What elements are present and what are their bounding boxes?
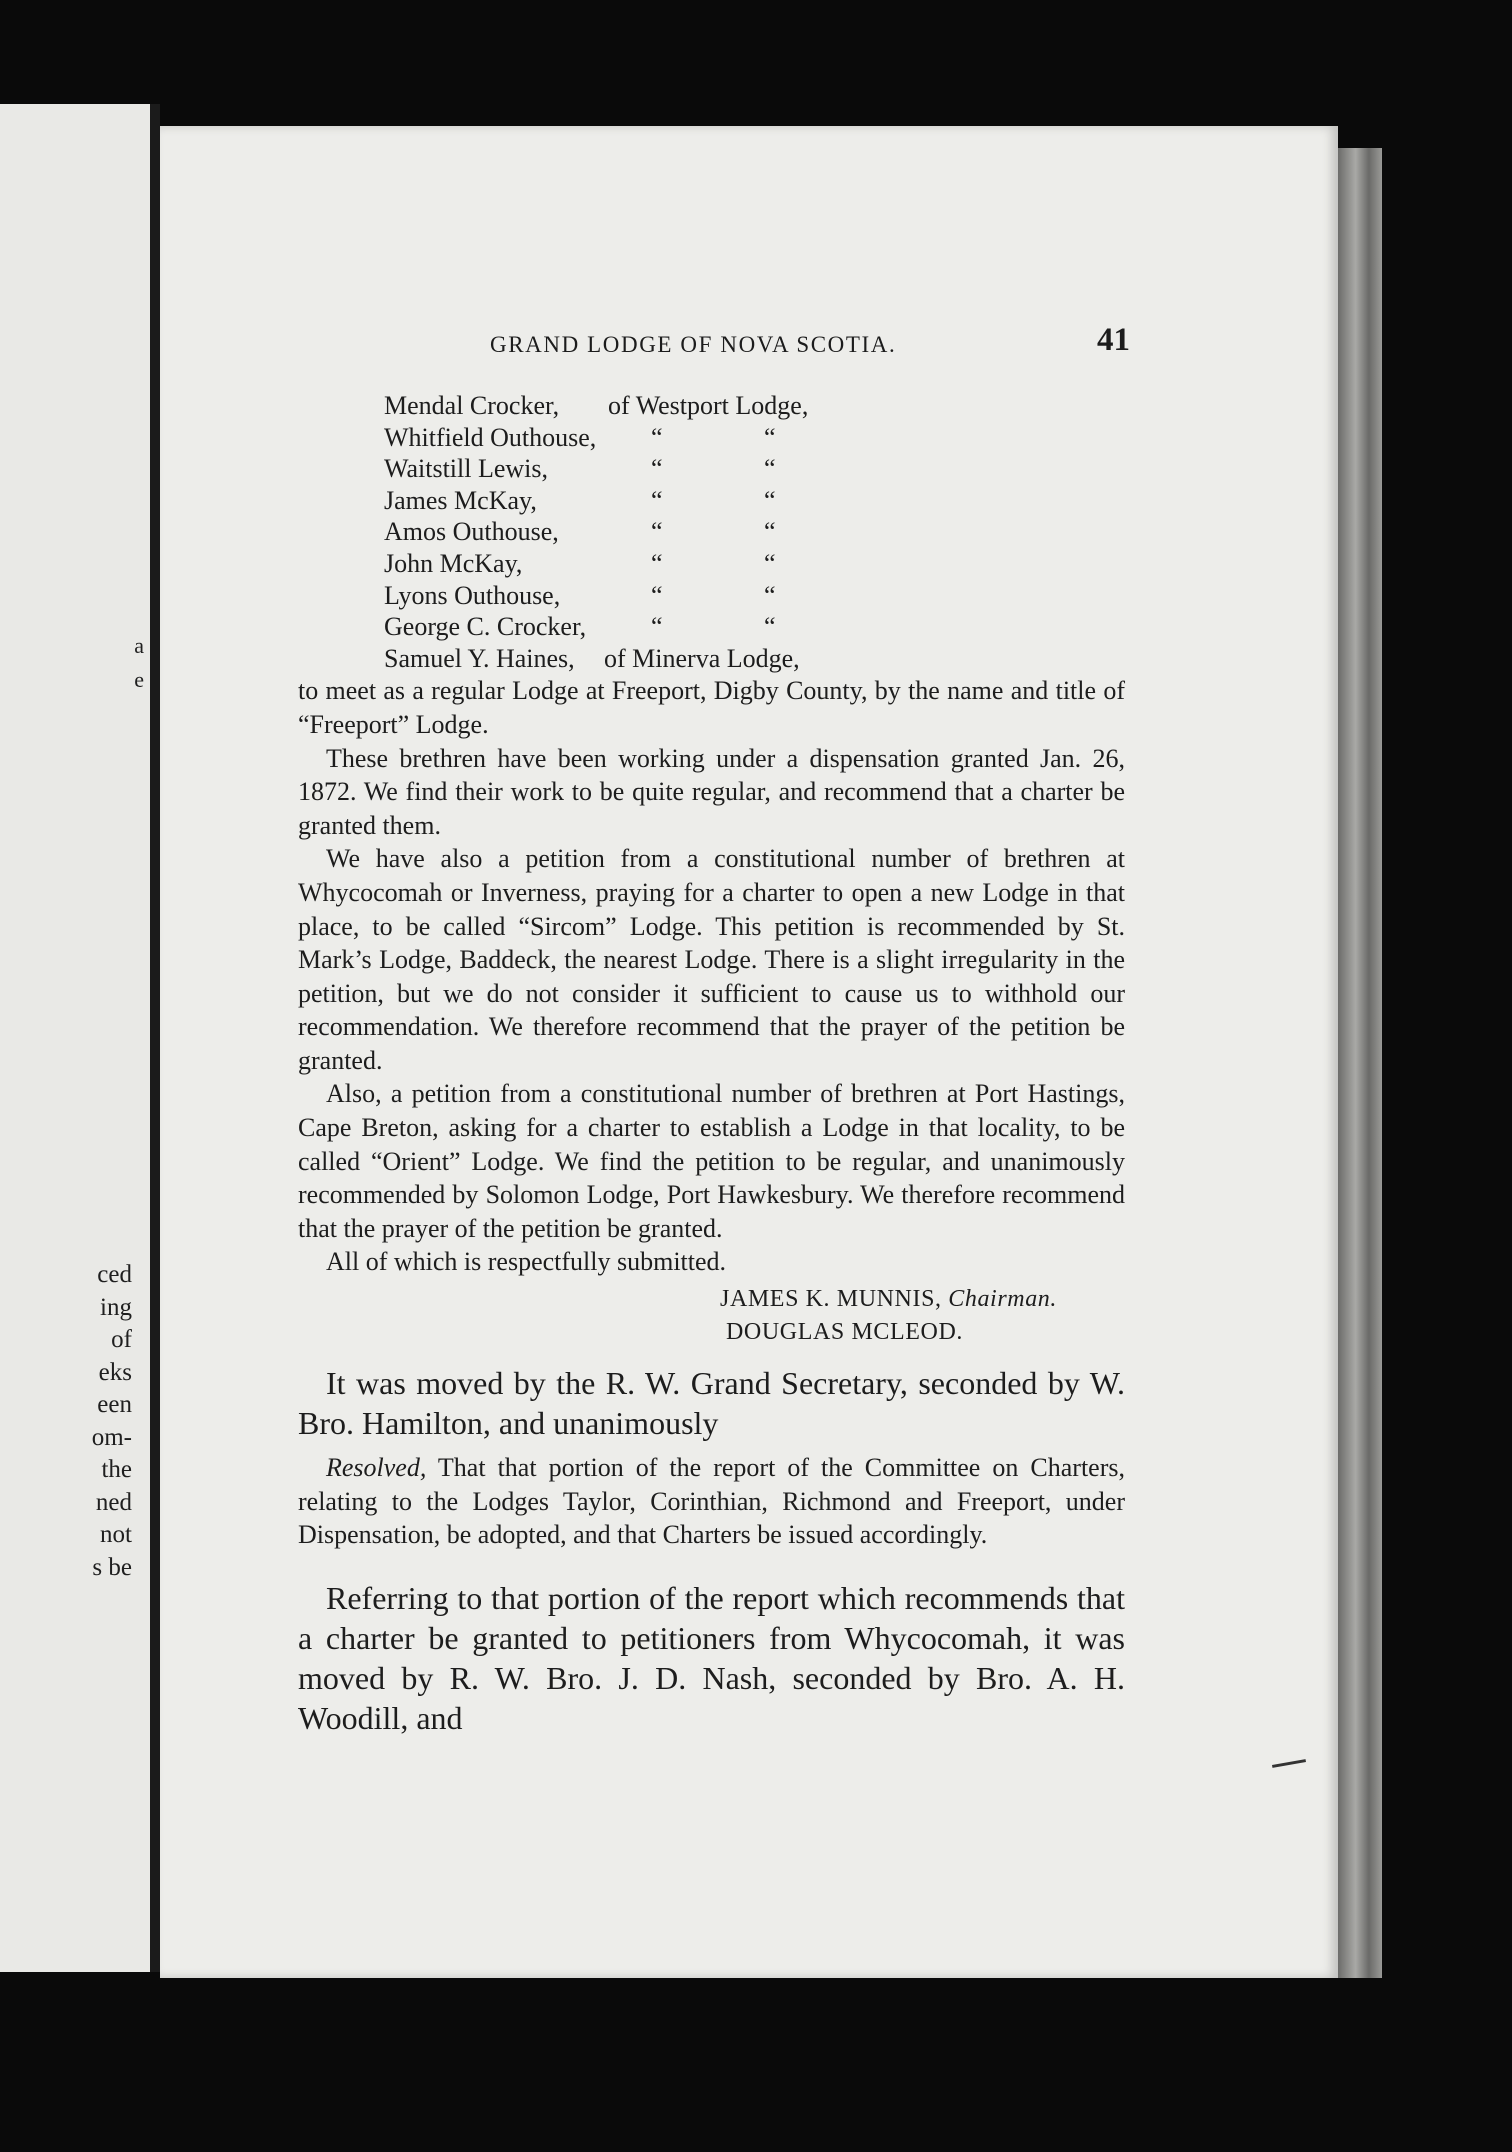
left-mark: e xyxy=(134,667,144,692)
book-gutter xyxy=(150,104,160,1972)
list-item xyxy=(384,611,1125,643)
left-fragment: ing xyxy=(100,1293,132,1321)
ditto-mark: “ xyxy=(651,422,663,452)
ditto-mark: “ xyxy=(764,454,776,484)
page-number: 41 xyxy=(1097,322,1130,358)
signatures xyxy=(298,1283,1125,1349)
paragraph-orient-petition: Also, a petition from a constitutional number of brethren at Port Hastings, Cape Breton, asking for a charter to establish a Lodge in that locality, to be called “Orient” Lodge. We find the petition to be regular, and unanimously recommended by Solomon Lodge, Port Hawkesbury. We therefore recommend that the prayer of the petition be granted. xyxy=(298,1079,1125,1243)
list-item xyxy=(384,580,1125,612)
petitioner-name: George C. Crocker, xyxy=(384,612,587,642)
left-fragment: om- xyxy=(91,1423,132,1451)
paragraph-sircom-petition: We have also a petition from a constitutional number of brethren at Whycocomah or Inverness, praying for a charter to open a new Lodge in that place, to be called “Sircom” Lodge. This petition is recommended by St. Mark’s Lodge, Baddeck, the nearest Lodge. There is a slight irregularity in the petition, but we do not consider it sufficient to cause us to withhold our recommendation. We therefore recommend that the prayer of the petition be granted. xyxy=(298,844,1125,1075)
ditto-mark: “ xyxy=(651,548,663,578)
ditto-mark: “ xyxy=(764,485,776,515)
signature-member: DOUGLAS MCLEOD. xyxy=(726,1319,963,1346)
left-fragment: eks xyxy=(98,1358,132,1386)
left-fragment: not xyxy=(100,1521,132,1548)
left-fragment: een xyxy=(97,1391,132,1418)
page-edges xyxy=(1338,148,1382,1978)
petitioner-name: Amos Outhouse, xyxy=(384,517,559,547)
resolution-text: That that portion of the report of the Committee on Charters, relating to the Lodges Taylor, Corinthian, Richmond and Freeport, under Dispensation, be adopted, and that Charters be issued accordingly. xyxy=(298,1453,1125,1550)
paragraph-submitted: All of which is respectfully submitted. xyxy=(326,1247,727,1277)
ditto-mark: “ xyxy=(764,517,776,547)
chairman-title: Chairman. xyxy=(948,1286,1057,1313)
petitioner-name: Mendal Crocker, xyxy=(384,391,560,420)
left-page-marks xyxy=(134,629,144,697)
petitioner-name: Waitstill Lewis, xyxy=(384,454,548,484)
left-fragment: s be xyxy=(92,1553,132,1581)
left-fragment: of xyxy=(111,1326,132,1353)
list-item xyxy=(384,548,1125,580)
resolved-label: Resolved, xyxy=(326,1453,427,1483)
left-page-text-fragments xyxy=(92,1259,132,1584)
motion-grand-secretary: It was moved by the R. W. Grand Secretary, seconded by W. Bro. Hamilton, and unanimously xyxy=(298,1365,1125,1442)
paragraph-dispensation: These brethren have been working under a dispensation granted Jan. 26, 1872. We find their work to be quite regular, and recommend that a charter be granted them. xyxy=(298,743,1125,840)
list-item xyxy=(384,422,1125,454)
resolution xyxy=(298,1451,1125,1552)
petitioner-name: John McKay, xyxy=(384,548,523,578)
left-mark: a xyxy=(134,633,144,658)
ditto-mark: “ xyxy=(651,485,663,515)
ditto-mark: “ xyxy=(651,454,663,484)
ditto-mark: “ xyxy=(764,422,776,452)
paragraph-freeport: to meet as a regular Lodge at Freeport, Digby County, by the name and title of “Freeport” Lodge. xyxy=(298,676,1125,739)
left-page xyxy=(0,104,153,1972)
ditto-mark: “ xyxy=(651,612,663,642)
running-head xyxy=(330,322,1130,368)
petitioner-lodge: of Minerva Lodge, xyxy=(604,643,800,673)
petitioner-lodge: of Westport Lodge, xyxy=(608,391,809,420)
petitioner-name: Whitfield Outhouse, xyxy=(384,422,597,452)
page-text xyxy=(298,390,1125,1738)
list-item xyxy=(384,643,1125,675)
motion-whycocomah: Referring to that portion of the report which recommends that a charter be granted to petitioners from Whycocomah, it was moved by R. W. Bro. J. D. Nash, seconded by Bro. A. H. Woodill, and xyxy=(298,1579,1125,1736)
ditto-mark: “ xyxy=(651,580,663,610)
list-item xyxy=(384,485,1125,517)
left-fragment: ned xyxy=(95,1488,132,1516)
list-item xyxy=(384,390,1125,422)
petitioner-name: Lyons Outhouse, xyxy=(384,580,561,610)
ditto-mark: “ xyxy=(764,580,776,610)
ditto-mark: “ xyxy=(764,612,776,642)
petitioner-name: James McKay, xyxy=(384,485,537,515)
petitioner-list xyxy=(384,390,1125,674)
list-item xyxy=(384,453,1125,485)
ditto-mark: “ xyxy=(764,548,776,578)
running-title: GRAND LODGE OF NOVA SCOTIA. xyxy=(490,332,897,357)
left-fragment: ced xyxy=(97,1261,132,1288)
chairman-name: JAMES K. MUNNIS, xyxy=(720,1286,942,1313)
petitioner-name: Samuel Y. Haines, xyxy=(384,643,575,673)
signature-chairman xyxy=(720,1283,1125,1316)
left-fragment: the xyxy=(101,1456,132,1483)
ditto-mark: “ xyxy=(651,517,663,547)
list-item xyxy=(384,516,1125,548)
